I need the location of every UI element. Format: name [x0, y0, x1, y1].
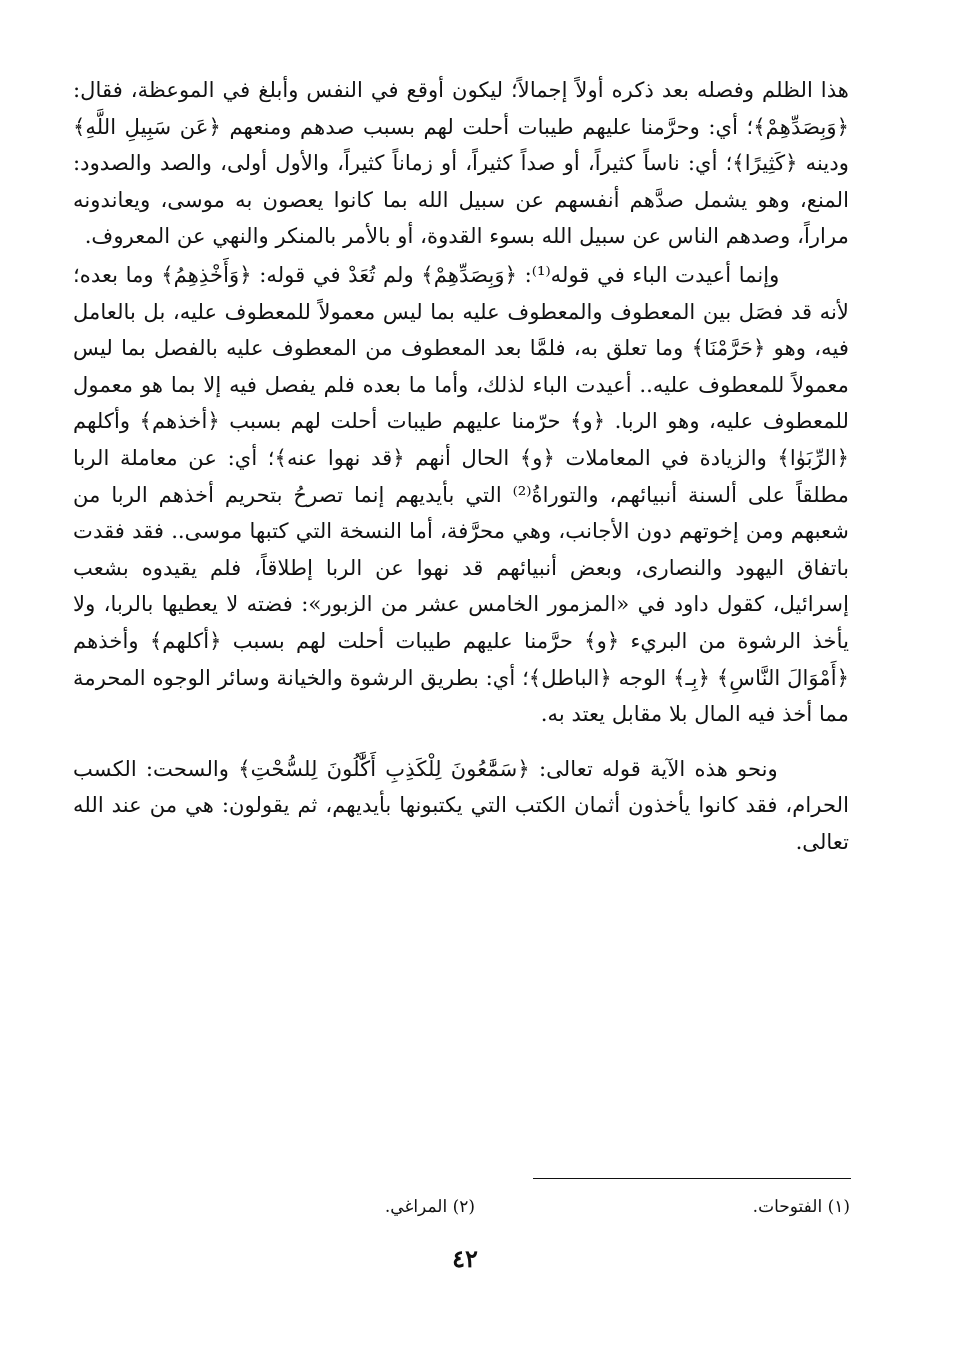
text-line: طيبات أحلت لهم بسبب ﴿أكلهم﴾ وأخذهم ﴿أَمْوَالَ النَّاسِ﴾ ﴿بِـ﴾ الوجه [73, 627, 849, 690]
text-line: وإنما أعيدت الباء في قوله⁽¹⁾: ﴿وَبِصَدِّهِمْ﴾ ولم تُعَدْ في قوله: ﴿وَأَخْذِهِمُ﴾ [161, 261, 780, 287]
main-text [73, 72, 849, 860]
text-line: الربا. ﴿و﴾ حرّمنا عليهم طيبات أحلت لهم بسبب ﴿أخذهم﴾ وأكلهم ﴿الرِّبَوٰا﴾ [73, 408, 849, 470]
text-line: ﴿الباطل﴾؛ أي: بطريق الرشوة والخيانة وسائر الوجوه المحرمة مما أخذ فيه [73, 664, 849, 727]
paragraph-1 [73, 72, 849, 255]
text-line: وما بعده؛ لأنه قد فصَل بين المعطوف والمعطوف عليه بما ليس معمولاً [73, 261, 849, 324]
paragraph-3 [73, 751, 849, 861]
text-line: والسحت: الكسب الحرام، فقد كانوا يأخذون أثمان الكتب التي يكتبونها [73, 755, 849, 818]
text-line: هذا الظلم وفصله بعد ذكره أولاً إجمالاً؛ ليكون أوقع في النفس وأبلغ في [222, 77, 849, 102]
footnote-2: (٢) المراغي. [384, 1197, 475, 1217]
text-line: الموعظة، فقال: ﴿وَبِصَدِّهِمْ﴾؛ أي: وحرَّمنا عليهم طيبات أحلت لهم بسبب [73, 77, 849, 139]
text-line: أنفسهم عن سبيل الله بما كانوا يعصون به موسى، ويعاندونه مراراً، وصدهم [73, 186, 849, 249]
text-line: من المعطوف عليه بالفصل بما ليس معمولاً للمعطوف عليه.. أعيدت الباء [73, 335, 849, 397]
text-line: الزبور»: فضته لا يعطيها بالربا، ولا يأخذ الرشوة من البريء ﴿و﴾ حرَّمنا عليهم [73, 591, 849, 653]
text-line: الناس عن سبيل الله بسوء القدوة، أو بالأمر بالمنكر والنهي عن المعروف. [84, 223, 719, 249]
footnote-separator [533, 1178, 851, 1179]
text-line: لذلك، وأما ما بعده فلم يفصل فيه إلا بما هو معمول للمعطوف عليه، وهو [73, 371, 849, 434]
text-line: للمعطوف عليه، بل بالعامل فيه، وهو ﴿حَرَّمْنَا﴾ وما تعلق به، فلمَّا بعد المعطوف [73, 298, 849, 361]
text-line: الربا من شعبهم ومن إخوتهم دون الأجانب، وهي محرَّفة، أما النسخة التي كتبها [73, 481, 849, 544]
text-line: المال بلا مقابل يعتد به. [540, 701, 741, 727]
text-line: مطلقاً على ألسنة أنبيائهم، والتوراةُ⁽²⁾ التي بأيديهم إنما تصرحُ بتحريم أخذهم [158, 481, 849, 507]
text-line: إطلاقاً، فلم يقيدوه بشعب إسرائيل، كقول داود في «المزمور الخامس عشر من [73, 554, 849, 617]
text-line: ونحو هذه الآية قوله تعالى: ﴿سَمَّٰعُونَ لِلْكَذِبِ أَكَّٰلُونَ لِلسُّحْتِ﴾ [238, 755, 778, 781]
page-number: ٤٢ [452, 1244, 478, 1273]
paragraph-2 [73, 257, 849, 733]
text-line: والزيادة في المعاملات ﴿و﴾ الحال أنهم ﴿قد نهوا عنه﴾؛ أي: عن معاملة الربا [73, 444, 767, 470]
text-line: أو زماناً كثيراً، والأول أولى، والصد والصدود: المنع، وهو يشمل صدَّهم [73, 150, 849, 212]
text-line: موسى.. فقد فقدت باتفاق اليهود والنصارى، وبعض أنبيائهم قد نهوا عن الربا [73, 518, 849, 580]
text-line: صدهم ومنعهم ﴿عَن سَبِيلِ اللَّهِ﴾ ودينه ﴿كَثِيرًا﴾؛ أي: ناساً كثيراً، أو صداً كثيراً، [73, 113, 849, 176]
text-line: بأيديهم، ثم يقولون: هي من عند الله تعالى. [73, 792, 849, 854]
footnote-1: (١) الفتوحات. [752, 1197, 850, 1217]
